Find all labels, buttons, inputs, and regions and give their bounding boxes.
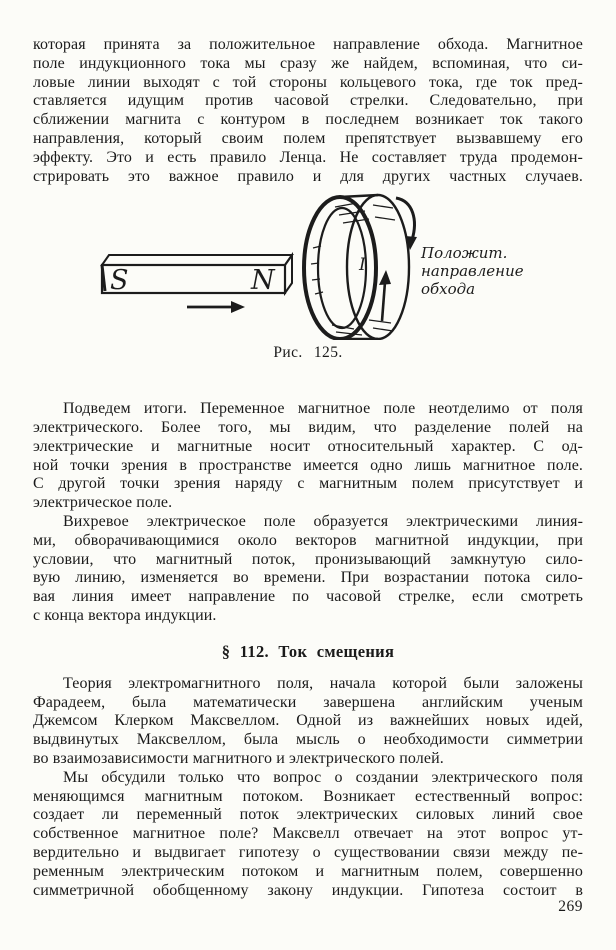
magnet-ring-illustration: [85, 190, 535, 340]
figure-125: [85, 190, 583, 363]
text-line: собственное магнитное поле? Максвелл отвечает на этот вопрос ут-: [33, 825, 583, 843]
section-heading: § 112. Ток смещения: [221, 641, 395, 661]
text-line: с конца вектора индукции.: [33, 606, 217, 624]
current-label: I: [359, 255, 366, 276]
paragraph-vortex-field: [33, 513, 583, 626]
text-line: вая линия имеет направление по часовой стрелке, если смотреть: [33, 588, 583, 606]
text-line: ставляется идущим против часовой стрелки. Следовательно, при: [33, 92, 583, 110]
text-line: Джемсом Клерком Максвеллом. Одной из важнейших новых идей,: [33, 712, 583, 730]
bar-magnet: [102, 255, 292, 296]
text-line: направления, который своим полем препятствует вызвавшему его: [33, 129, 583, 147]
text-line: Подведем итоги. Переменное магнитное поле неотделимо от поля: [63, 400, 583, 418]
text-line: электрического. Более того, мы видим, что разделение полей на: [33, 418, 583, 436]
text-line: электрические и магнитные носит относительный характер. С од-: [33, 437, 583, 455]
text-line: ми, обворачивающимися около векторов магнитной индукции, при: [33, 531, 583, 549]
text-line: Вихревое электрическое поле образуется электрическими линия-: [63, 512, 583, 530]
conducting-ring: [304, 195, 409, 339]
text-line: поле индукционного тока мы сразу же найдем, вспоминая, что си-: [33, 54, 583, 72]
magnet-south-label: S: [110, 265, 129, 297]
svg-text:направление: направление: [421, 262, 524, 281]
current-direction-arrow: [379, 270, 391, 321]
paragraph-displacement-hypothesis: [33, 769, 583, 901]
page-number: 269: [558, 898, 583, 915]
text-line: ловые линии выходят с той стороны кольцевого тока, где ток пред-: [33, 73, 583, 91]
text-line: во взаимозависимости магнитного и электрического полей.: [33, 749, 444, 767]
figure-caption: Рис. 125.: [273, 344, 343, 362]
svg-text:Положит.: Положит.: [421, 244, 508, 263]
text-line: Мы обсудили только что вопрос о создании электрического поля: [63, 768, 583, 786]
text-line: меняющимся магнитным потоком. Возникает естественный вопрос:: [33, 787, 583, 805]
text-line: Фарадеем, была математически завершена английским ученым: [33, 693, 583, 711]
text-line: создает ли переменный поток электрических силовых линий свое: [33, 806, 583, 824]
text-line: ременным электрическим потоком и магнитным полем, совершенно: [33, 862, 583, 880]
text-line: условии, что магнитный поток, пронизывающий замкнутую сило-: [33, 550, 583, 568]
text-line: электрическое поле.: [33, 494, 173, 512]
motion-arrow: [187, 301, 245, 313]
text-line: вердительно и выдвигает гипотезу о существовании связи между пе-: [33, 843, 583, 861]
text-line: стрировать это важное правило и для других частных случаев.: [33, 167, 583, 185]
paragraph-summary: [33, 400, 583, 513]
magnet-north-label: N: [251, 265, 275, 297]
paragraph-lenz-rule: [33, 36, 583, 186]
text-line: вую линию, изменяется во времени. При возрастании потока сило-: [33, 569, 583, 587]
text-line: С другой точки зрения наряду с магнитным полем присутствует и: [33, 475, 583, 493]
text-line: которая принята за положительное направление обхода. Магнитное: [33, 36, 583, 53]
text-line: ной точки зрения в пространстве имеется одно лишь магнитное поле.: [33, 456, 583, 474]
text-line: сближении магнита с контуром в последнем возникает ток такого: [33, 111, 583, 129]
svg-text:обхода: обхода: [421, 280, 476, 299]
text-line: эффекту. Это и есть правило Ленца. Не составляет труда продемон-: [33, 148, 583, 166]
text-line: Теория электромагнитного поля, начала которой были заложены: [63, 674, 583, 692]
text-line: симметричной обобщенному закону индукции. Гипотеза состоит в: [33, 881, 583, 899]
text-line: выдвинутых Максвеллом, была мысль о необходимости симметрии: [33, 731, 583, 749]
traversal-annotation: [420, 244, 524, 298]
paragraph-maxwell-theory: [33, 675, 583, 769]
